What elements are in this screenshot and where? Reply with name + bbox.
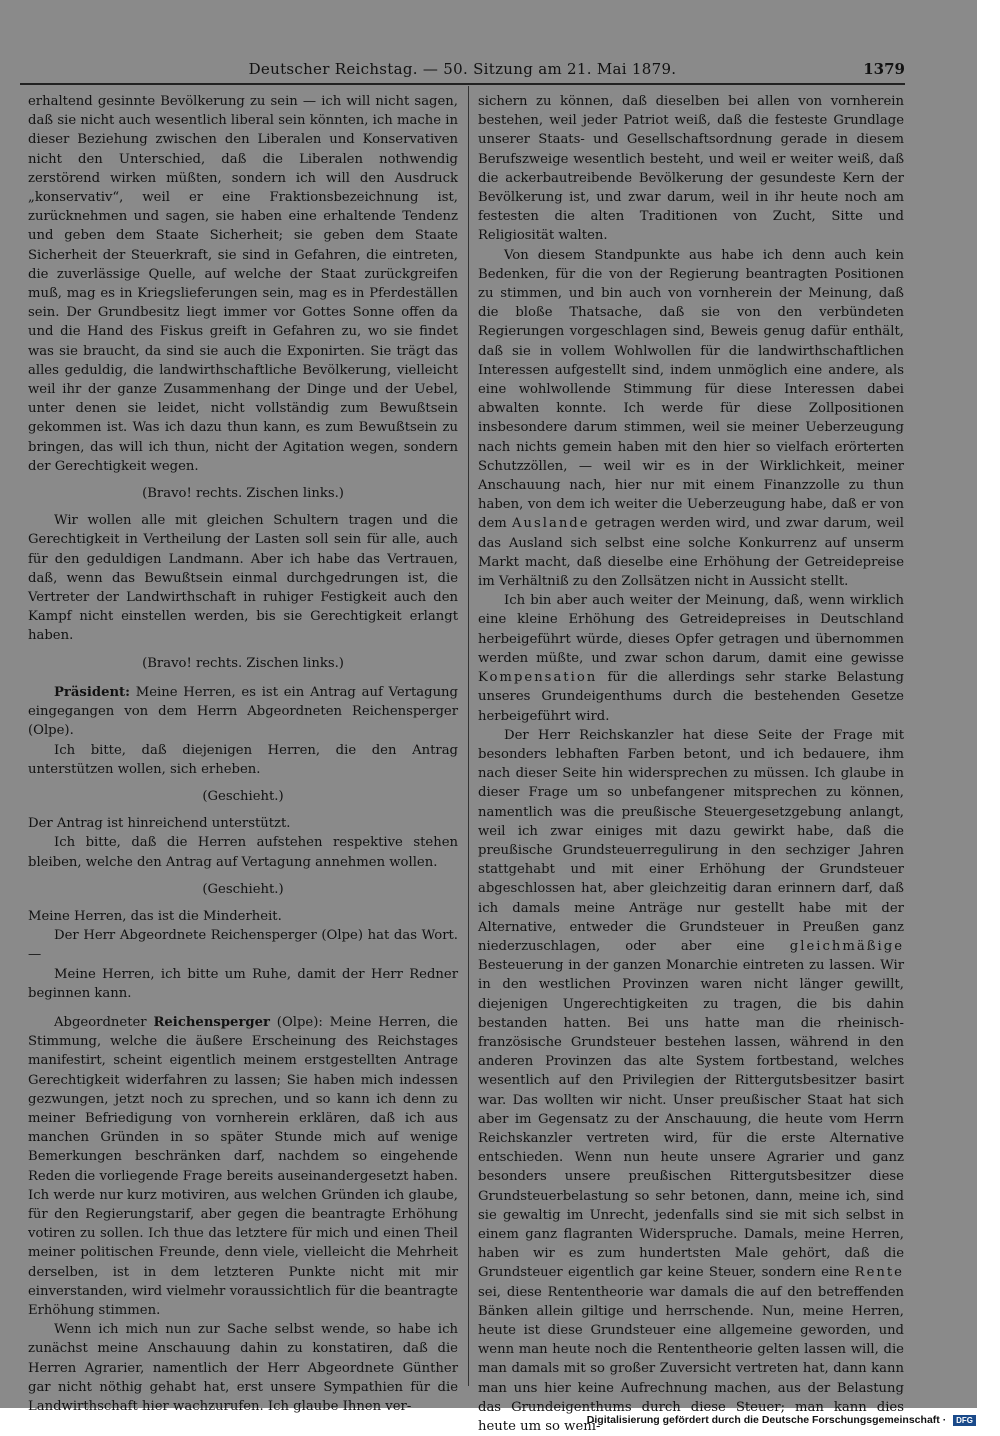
interjection: (Bravo! rechts. Zischen links.) (142, 655, 344, 671)
left-column (28, 92, 458, 1416)
emphasized-word: Kompensation (478, 670, 598, 686)
interjection: (Bravo! rechts. Zischen links.) (142, 486, 344, 502)
speech-text: (Olpe): Meine Herren, die Stimmung, welche die äußere Erscheinung des Reichstages manifestirt, scheint eigentlich meinem erstgestellten Antrage Gerechtigkeit widerfahren zu lassen; Sie haben mich indessen gezwungen, jetzt noch zu sprechen, und so kann ich denn zu meiner Befriedigung von vornherein erklären, daß ich aus manchen Gründen in so später Stunde mich auf wenige Bemerkungen beschränken darf, nachdem so eingehende Reden die vorliegende Frage bereits auseinandergesetzt haben. Ich werde nur kurz motiviren, aus welchen Gründen ich glaube, für den Regierungstarif, aber gegen die beantragte Erhöhung votiren zu sollen. Ich thue das letztere für mich und einen Theil meiner politischen Freunde, denn viele, vielleicht die Mehrheit derselben, ist in dem letzteren Punkte nicht mit mir einverstanden, wird vielmehr voraussichtlich für die beantragte Erhöhung stimmen. (28, 1014, 458, 1318)
paragraph: Wir wollen alle mit gleichen Schultern tragen und die Gerechtigkeit in Vertheilung der Lasten soll sein für alle, auch für den geduldigen Landmann. Aber ich habe das Vertrauen, daß, wenn das Bewußtsein einmal durchgedrungen ist, die Vertreter der Landwirthschaft in ruhiger Festigkeit auch den Kampf nicht einstellen werden, bis sie Gerechtigkeit erlangt haben. (28, 513, 458, 644)
footer-text: Digitalisierung gefördert durch die Deutsche Forschungsgemeinschaft · (586, 1414, 947, 1426)
paragraph (478, 726, 904, 1436)
paragraph (28, 1013, 458, 1320)
right-margin (977, 0, 1000, 1432)
page-number: 1379 (863, 60, 905, 78)
right-column (478, 92, 904, 1436)
speech-text: getragen werden wird, und zwar darum, weil das Ausland sich selbst eine solche Konkurrenz auf unserm Markt macht, daß dieselbe eine Erhöhung der Getreidepreise im Verhältniß zu den Zollsätzen nicht in Aussicht stellt. (478, 516, 904, 590)
speaker-name: Reichensperger (153, 1014, 270, 1030)
speech-text: Meine Herren, es ist ein Antrag auf Vertagung eingegangen von dem Herrn Abgeordneten Reichensperger (Olpe). (28, 684, 458, 739)
interjection: (Geschieht.) (202, 881, 284, 897)
paragraph: erhaltend gesinnte Bevölkerung zu sein — ich will nicht sagen, daß sie nicht auch wesentlich liberal sein könnten, ich mache in dieser Beziehung zwischen den Liberalen und Konservativen nicht den Unterschied, daß die Liberalen nothwendig zerstörend wirken müßten, sondern ich will den Ausdruck „konservativ“, weil er eine Fraktionsbezeichnung ist, zurücknehmen und sagen, sie haben eine erhaltende Tendenz und geben dem Staate Sicherheit; sie geben dem Staate Sicherheit der Steuerkraft, sie sind in Gefahren, die eintreten, die zuverlässige Quelle, auf welche der Staat zurückgreifen muß, mag es in Kriegslieferungen sein, mag es in Pferdeställen sein. Der Grundbesitz liegt immer vor Gottes Sonne offen da und die Hand des Fiskus greift in Gefahren zu, wo sie findet was sie braucht, da sind sie auch die Exponirten. Sie trägt das alles geduldig, die landwirthschaftliche Bevölkerung, vielleicht weil ihr der ganze Zusammenhang der Dinge und der Uebel, unter denen sie leidet, nicht vollständig zum Bewußtsein gekommen ist. Was ich dazu thun kann, es zum Bewußtsein zu bringen, das will ich thun, nicht der Agitation wegen, sondern der Gerechtigkeit wegen. (28, 94, 458, 474)
speech-text: sei, diese Rententheorie war damals die auf den betreffenden Bänken allein giltige und herrschende. Nun, meine Herren, heute ist diese Grundsteuer eine allgemeine geworden, und wenn man heute noch die Rententheorie gelten lassen will, die man damals mit so großer Zuversicht vertreten hat, dann kann man uns hier keine Aufrechnung machen, aus der Belastung das Grundeigenthums durch diese Steuer; man kann dies heute um so weni- (478, 1284, 904, 1435)
dfg-logo: DFG (953, 1415, 976, 1426)
paragraph: sichern zu können, daß dieselben bei allen von vornherein bestehen, weil jeder Patriot weiß, daß die festeste Grundlage unserer Staats- und Gesellschaftsordnung gerade in diesem Berufszweige wesentlich besteht, und weil er weiter weiß, daß die ackerbautreibende Bevölkerung der gesundeste Kern der Bevölkerung ist, und zwar darum, weil in ihr heute noch am festesten die alten Traditionen von Zucht, Sitte und Religiosität walten. (478, 94, 904, 244)
paragraph (478, 246, 904, 592)
paragraph (478, 591, 904, 725)
header-rule (20, 83, 905, 85)
paragraph: Meine Herren, das ist die Minderheit. (28, 908, 282, 924)
paragraph: Der Herr Abgeordnete Reichensperger (Olpe) hat das Wort. — (28, 928, 458, 963)
paragraph: Meine Herren, ich bitte um Ruhe, damit der Herr Redner beginnen kann. (28, 966, 458, 1001)
emphasized-word: Rente (854, 1265, 904, 1281)
page-header (20, 60, 905, 82)
paragraph: Ich bitte, daß diejenigen Herren, die den Antrag unterstützen wollen, sich erheben. (28, 742, 458, 777)
speech-text: für die allerdings sehr starke Belastung unseres Grundeigenthums durch die bestehenden Gesetze herbeigeführt wird. (478, 670, 904, 724)
footer-credit (587, 1414, 976, 1426)
speech-text: Besteuerung in der ganzen Monarchie eintreten zu lassen. Wir in den westlichen Provinzen waren nicht länger gewillt, diejenigen Ungerechtigkeiten zu tragen, die bis dahin bestanden hatten. Bei uns hatte man die rheinisch-französische Grundsteuer bestehen lassen, während in den anderen Provinzen das alte System fortbestand, welches wesentlich auf den Privilegien der Rittergutsbesitzer basirt war. Das wollten wir nicht. Unser preußischer Staat hat sich aber im Gegensatz zu der Anschauung, die heute vom Herrn Reichskanzler vertreten wird, für die erste Alternative entschieden. Wenn nun heute unsere Agrarier und ganz besonders unsere preußischen Rittergutsbesitzer diese Grundsteuerbelastung so sehr betonen, dann, meine ich, sind sie gewaltig im Unrecht, jedenfalls sind sie mit sich selbst in einem ganz flagranten Widerspruche. Damals, meine Herren, haben wir es zum hundertsten Male gehört, daß die Grundsteuer eigentlich gar keine Steuer, sondern eine (478, 958, 904, 1281)
paragraph: Ich bitte, daß die Herren aufstehen respektive stehen bleiben, welche den Antrag auf Vertagung annehmen wollen. (28, 835, 458, 870)
paragraph (28, 683, 458, 741)
column-divider (468, 86, 469, 1386)
paragraph: Der Antrag ist hinreichend unterstützt. (28, 816, 291, 832)
header-title: Deutscher Reichstag. — 50. Sitzung am 21. Mai 1879. (248, 60, 677, 78)
speaker-name: Präsident: (54, 684, 131, 700)
speech-text: Von diesem Standpunkte aus habe ich denn auch kein Bedenken, für die von der Regierung beantragten Positionen zu stimmen, und bin auch von vornherein der Meinung, daß die bloße Thatsache, daß sie von den verbündeten Regierungen vorgeschlagen sind, Beweis genug dafür enthält, daß sie in vollem Wohlwollen für die landwirthschaftlichen Interessen aufgestellt sind, indem unmöglich eine andere, als eine wohlwollende Stimmung für diese Interessen dabei abwalten konnte. Ich werde für diese Zollpositionen insbesondere darum stimmen, weil sie meiner Ueberzeugung nach nichts gemein haben mit den hier so vielfach erörterten Schutzzöllen, — weil wir es in der Wirklichkeit, meiner Anschauung nach, hier nur mit einem Finanzzolle zu thun haben, von dem ich weiter die Ueberzeugung habe, daß er von dem (478, 247, 904, 532)
speech-text: Der Herr Reichskanzler hat diese Seite der Frage mit besonders lebhaften Farben betont, und ich bedauere, ihm nach dieser Seite hin widersprechen zu müssen. Ich glaube in dieser Frage um so unbefangener mitsprechen zu können, namentlich was die preußische Steuergesetzgebung anlangt, weil ich zwar einiges mit dazu gewirkt habe, daß die preußische Grundsteuerregulirung in den sechziger Jahren stattgehabt und mit einer Erhöhung der Grundsteuer abgeschlossen hat, aber gleichzeitig daran erinnern darf, daß ich damals meine Anträge nur gestellt habe mit der Alternative, entweder die Grundsteuer in Preußen ganz niederzuschlagen, oder aber eine (478, 727, 904, 954)
speaker-prefix: Abgeordneter (54, 1014, 147, 1030)
interjection: (Geschieht.) (202, 788, 284, 804)
speech-text: Ich bin aber auch weiter der Meinung, daß, wenn wirklich eine kleine Erhöhung des Getreidepreises in Deutschland herbeigeführt würde, dieses Opfer getragen und übernommen werden müßte, und zwar schon darum, damit eine gewisse (478, 593, 904, 666)
paragraph: Wenn ich mich nun zur Sache selbst wende, so habe ich zunächst meine Anschauung dahin zu konstatiren, daß die Herren Agrarier, namentlich der Herr Abgeordnete Günther gar nicht nöthig gehabt hat, erst unsere Sympathien für die Landwirthschaft hier wachzurufen. Ich glaube Ihnen ver- (28, 1322, 458, 1414)
emphasized-word: Auslande (511, 516, 590, 532)
emphasized-word: gleichmäßige (789, 938, 904, 954)
